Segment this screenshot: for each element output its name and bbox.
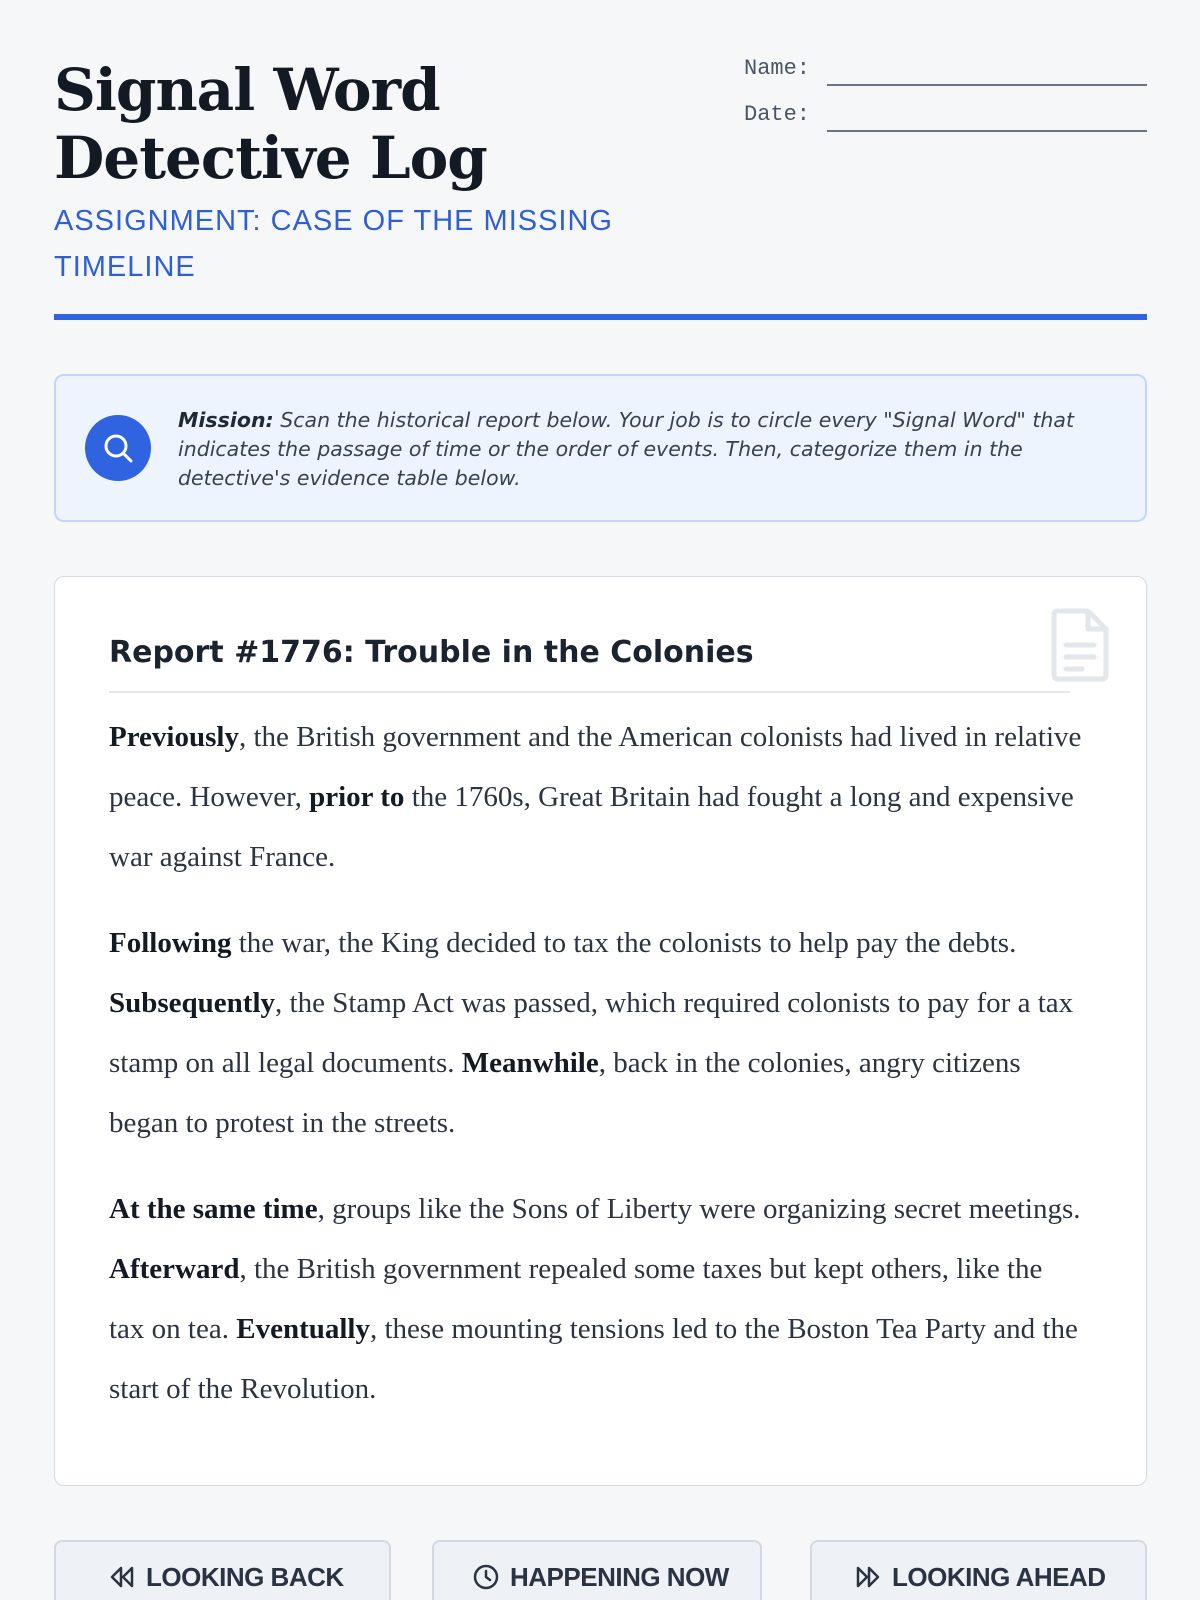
mission-text — [178, 406, 1108, 493]
looking-ahead-label: LOOKING AHEAD — [892, 1562, 1106, 1592]
report-text: the war, the King decided to tax the colonists to help pay the debts. — [231, 927, 1017, 959]
report-text: , groups like the Sons of Liberty were organizing secret meetings. — [317, 1193, 1081, 1225]
report-body — [109, 707, 1084, 1445]
signal-word[interactable]: prior to — [309, 781, 405, 813]
happening-now-button[interactable] — [432, 1540, 762, 1600]
signal-word[interactable]: Following — [109, 927, 232, 959]
fast-forward-icon — [854, 1563, 882, 1591]
signal-word[interactable]: At the same time — [109, 1193, 318, 1225]
page-title: Signal Word Detective Log — [54, 56, 487, 192]
signal-word[interactable]: Eventually — [236, 1313, 370, 1345]
mission-box — [54, 374, 1147, 522]
signal-word[interactable]: Previously — [109, 721, 239, 753]
assignment-subtitle: ASSIGNMENT: CASE OF THE MISSING TIMELINE — [54, 205, 613, 283]
date-field[interactable] — [744, 102, 1147, 148]
category-buttons — [54, 1540, 1147, 1600]
looking-back-button[interactable] — [54, 1540, 391, 1600]
report-text: , the Stamp Act was passed, which required colonists to pay for a tax stamp on all legal documents. — [109, 987, 1074, 1079]
search-icon — [85, 415, 151, 481]
name-label: Name: — [744, 56, 811, 81]
report-card — [54, 576, 1147, 1486]
signal-word[interactable]: Meanwhile — [461, 1047, 599, 1079]
mission-lead: Mission: — [178, 408, 274, 432]
report-paragraph — [109, 707, 1084, 887]
date-line[interactable] — [827, 130, 1147, 132]
report-title: Report #1776: Trouble in the Colonies — [109, 635, 754, 670]
date-label: Date: — [744, 102, 811, 127]
signal-word[interactable]: Afterward — [109, 1253, 240, 1285]
mission-body: Scan the historical report below. Your job is to circle every "Signal Word" that indicates the passage of time or the order of events. Then, categorize them in the detective's evidence table below. — [178, 408, 1074, 490]
name-field[interactable] — [744, 56, 1147, 102]
signal-word[interactable]: Subsequently — [109, 987, 276, 1019]
rewind-icon — [108, 1563, 136, 1591]
report-text: the 1760s, Great Britain had fought a long and expensive war against France. — [109, 781, 1074, 873]
name-line[interactable] — [827, 84, 1147, 86]
report-divider — [109, 691, 1070, 693]
header — [54, 52, 1147, 320]
report-paragraph — [109, 913, 1084, 1153]
clock-icon — [472, 1563, 500, 1591]
report-text: , the British government repealed some taxes but kept others, like the tax on tea. — [109, 1253, 1043, 1345]
report-text: , back in the colonies, angry citizens began to protest in the streets. — [109, 1047, 1021, 1139]
looking-ahead-button[interactable] — [810, 1540, 1147, 1600]
student-fields — [744, 56, 1147, 148]
report-text: , the British government and the American colonists had lived in relative peace. However, — [109, 721, 1082, 813]
header-divider — [54, 314, 1147, 320]
report-paragraph — [109, 1179, 1084, 1419]
happening-now-label: HAPPENING NOW — [510, 1562, 729, 1592]
worksheet-page — [54, 0, 1147, 1600]
report-text: , these mounting tensions led to the Boston Tea Party and the start of the Revolution. — [109, 1313, 1078, 1405]
looking-back-label: LOOKING BACK — [146, 1562, 344, 1592]
